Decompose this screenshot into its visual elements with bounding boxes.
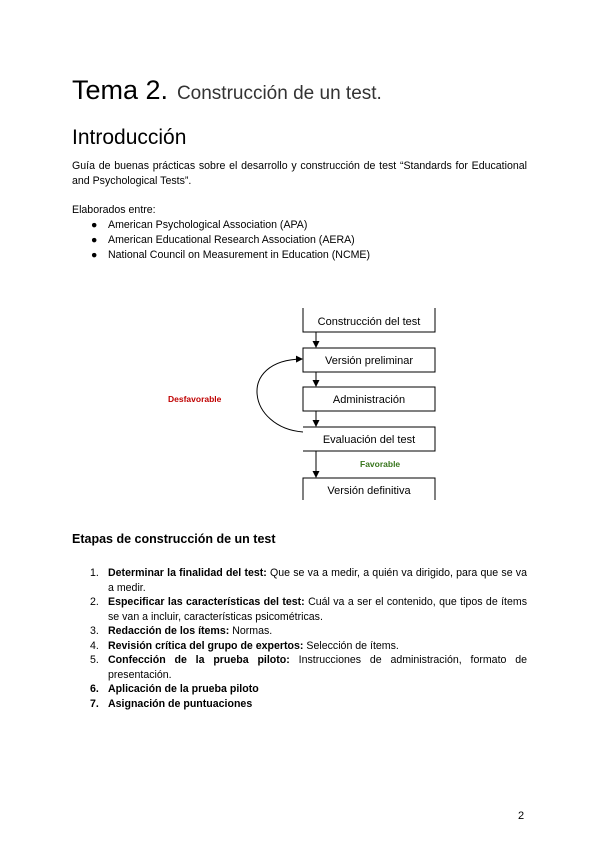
org-name: National Council on Measurement in Education (NCME)	[108, 249, 371, 261]
favorable-label: Favorable	[360, 459, 401, 469]
bullet-icon: ●	[91, 219, 98, 231]
test-construction-flowchart	[0, 300, 600, 510]
list-item	[72, 248, 370, 263]
bullet-icon: ●	[91, 234, 98, 246]
box-label: Construcción del test	[317, 316, 421, 328]
box-label: Administración	[332, 394, 406, 406]
title-subtitle: Construcción de un test.	[176, 83, 382, 104]
list-item	[72, 697, 527, 712]
item-title: Asignación de puntuaciones	[108, 697, 253, 710]
item-text: Instrucciones de administración, formato de presentación.	[108, 654, 528, 681]
stages-heading: Etapas de construcción de un test	[72, 532, 276, 546]
item-text: Selección de ítems.	[303, 639, 399, 652]
item-title: Confección de la prueba piloto:	[108, 654, 290, 666]
item-title: Aplicación de la prueba piloto	[108, 683, 259, 695]
item-number: 2.	[90, 596, 99, 608]
item-number: 1.	[90, 567, 99, 579]
list-item	[72, 233, 370, 248]
stages-list	[72, 566, 527, 711]
list-item	[72, 595, 527, 624]
item-number: 6.	[90, 683, 99, 695]
title-main: Tema 2.	[72, 75, 169, 105]
item-number: 4.	[90, 639, 99, 652]
item-number: 7.	[90, 697, 99, 710]
org-name: American Educational Research Association (AERA)	[108, 234, 355, 246]
list-item	[72, 218, 370, 233]
item-text: Normas.	[229, 625, 273, 637]
list-item	[72, 682, 527, 697]
item-title: Redacción de los ítems:	[108, 625, 230, 637]
intro-paragraph: Guía de buenas prácticas sobre el desarrollo y construcción de test “Standards for Educational and Psychological Tests”.	[72, 160, 527, 187]
org-list	[72, 218, 370, 263]
item-number: 3.	[90, 625, 99, 637]
item-title: Revisión crítica del grupo de expertos:	[108, 639, 304, 652]
unfavorable-label: Desfavorable	[168, 394, 222, 404]
box-label: Versión preliminar	[324, 355, 414, 367]
item-text: Que se va a medir, a quién va dirigido, para que se va a medir.	[108, 567, 527, 594]
box-label: Evaluación del test	[322, 434, 416, 446]
list-item	[72, 624, 527, 639]
box-label: Versión definitiva	[327, 485, 411, 497]
item-title: Determinar la finalidad del test:	[108, 567, 267, 579]
feedback-loop-arrow	[257, 359, 303, 432]
page-number: 2	[518, 810, 525, 822]
org-name: American Psychological Association (APA)	[108, 219, 308, 231]
list-item	[72, 653, 527, 682]
list-item	[72, 566, 527, 595]
item-text: Cuál va a ser el contenido, que tipos de ítems se van a incluir, características psicométricas.	[108, 596, 527, 623]
item-title: Especificar las características del test:	[108, 596, 305, 608]
elaborated-label: Elaborados entre:	[72, 204, 156, 216]
bullet-icon: ●	[91, 249, 98, 261]
intro-heading: Introducción	[72, 126, 187, 149]
page-title	[72, 70, 382, 107]
item-number: 5.	[90, 654, 99, 666]
list-item	[72, 639, 527, 654]
